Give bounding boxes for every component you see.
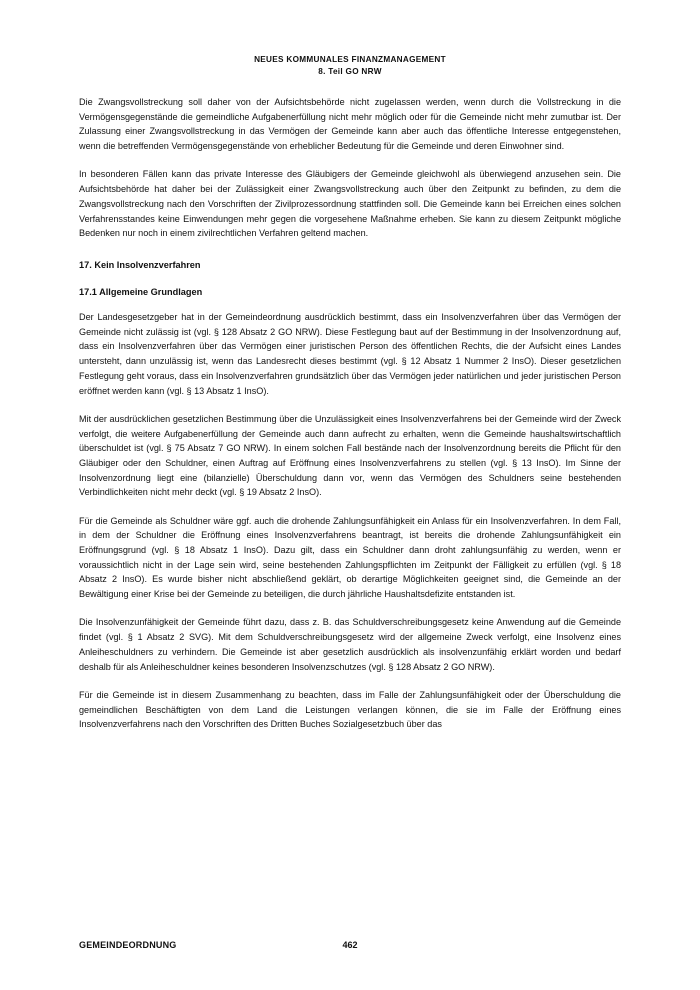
document-body [79,95,621,745]
header-line-2: 8. Teil GO NRW [318,66,382,76]
paragraph: Für die Gemeinde ist in diesem Zusammenhang zu beachten, dass im Falle der Zahlungsunfähigkeit oder der Überschuldung die gemeindlichen Beschäftigten von dem Land die Leistungen verlangen können, die sie im Falle der Eröffnung eines Insolvenzverfahrens nach den Vorschriften des Dritten Buches Sozialgesetzbuch über das [79,689,621,730]
page-header [0,54,700,78]
paragraph: Für die Gemeinde als Schuldner wäre ggf. auch die drohende Zahlungsunfähigkeit ein Anlass für ein Insolvenzverfahren. In dem Fall, in dem der Schuldner die Eröffnung eines Insolvenzverfahrens beantragt, ist bereits die drohende Zahlungsunfähigkeit ein Eröffnungsgrund (vgl. § 18 Absatz 1 InsO). Dazu gilt, dass ein Schuldner dann droht zahlungsunfähig zu werden, wenn er voraussichtlich nicht in der Lage sein wird, seine bestehenden Zahlungspflichten im Zeitpunkt der Fälligkeit zu erfüllen (vgl. § 18 Absatz 2 InsO). Es wurde bisher nicht abschließend geklärt, ob derartige Möglichkeiten geeignet sind, die Gemeinde an der Bewältigung einer Krise bei der Gemeinde zu beteiligen, die durch jährliche Haushaltsdefizite entstanden ist. [79,515,621,600]
page-number: 462 [342,940,358,950]
page-footer [79,940,621,950]
section-heading: 17. Kein Insolvenzverfahren [79,259,201,270]
paragraph: Mit der ausdrücklichen gesetzlichen Bestimmung über die Unzulässigkeit eines Insolvenzverfahrens bei der Gemeinde wird der Zweck verfolgt, die weitere Aufgabenerfüllung der Gemeinde auch dann aufrecht zu erhalten, wenn die Gemeinde haushaltswirtschaftlich überschuldet ist (vgl. § 75 Absatz 7 GO NRW). In einem solchen Fall bestände nach der Insolvenzordnung bereits die Pflicht für den Gläubiger oder den Schuldner, einen Auftrag auf Eröffnung eines Insolvenzverfahrens zu stellen (vgl. § 13 InsO). Im Sinne der Insolvenzordnung liegt eine (bilanzielle) Überschuldung dann vor, wenn das Vermögen des Schuldners seine bestehenden Verbindlichkeiten nicht mehr deckt (vgl. § 19 Absatz 2 InsO). [79,413,621,498]
subsection-heading: 17.1 Allgemeine Grundlagen [79,286,203,297]
paragraph: Der Landesgesetzgeber hat in der Gemeindeordnung ausdrücklich bestimmt, dass ein Insolvenzverfahren über das Vermögen der Gemeinde nicht zulässig ist (vgl. § 128 Absatz 2 GO NRW). Diese Festlegung baut auf der Bestimmung in der Insolvenzordnung auf, dass ein Insolvenzverfahren über das Vermögen einer juristischen Person des öffentlichen Rechts, die der Aufsicht eines Landes untersteht, dann unzulässig ist, wenn das Landesrecht dieses bestimmt (vgl. § 12 Absatz 1 Nummer 2 InsO). Dieser gesetzlichen Festlegung geht voraus, dass ein Insolvenzverfahren grundsätzlich über das Vermögen jeder natürlichen und jeder juristischen Person eröffnet werden kann (vgl. § 13 Absatz 1 InsO). [79,311,621,396]
paragraph: Die Insolvenzunfähigkeit der Gemeinde führt dazu, dass z. B. das Schuldverschreibungsgesetz keine Anwendung auf die Gemeinde findet (vgl. § 1 Absatz 2 SVG). Mit dem Schuldverschreibungsgesetz wird der allgemeine Zweck verfolgt, eine Insolvenz eines Anleiheschuldners zu verhindern. Die Gemeinde ist aber gesetzlich ausdrücklich als insolvenzunfähig erklärt worden und bedarf deshalb für als Anleiheschuldner keines besonderen Insolvenzschutzes (vgl. § 128 Absatz 2 GO NRW). [79,617,621,672]
footer-label: GEMEINDEORDNUNG [79,940,177,950]
paragraph: In besonderen Fällen kann das private Interesse des Gläubigers der Gemeinde gleichwohl als überwiegend anzusehen sein. Die Aufsichtsbehörde hat daher bei der Zulässigkeit einer Zwangsvollstreckung auch über den Zeitpunkt zu befinden, zu dem die Zwangsvollstreckung nach den Vorschriften der Zivilprozessordnung stattfinden soll. Die Gemeinde kann bei Erreichen eines solchen Verfahrensstandes keine Einwendungen mehr gegen die vorgesehene Maßnahme erheben. Sie kann zu diesem Zeitpunkt mögliche Bedenken nur noch in einem zivilrechtlichen Verfahren geltend machen. [79,169,621,239]
header-line-1: NEUES KOMMUNALES FINANZMANAGEMENT [254,55,446,64]
paragraph: Die Zwangsvollstreckung soll daher von der Aufsichtsbehörde nicht zugelassen werden, wenn durch die Vollstreckung in die Vermögensgegenstände die gemeindliche Aufgabenerfüllung nicht mehr möglich oder für die Gemeinde nicht mehr zumutbar ist. Der Zulassung einer Zwangsvollstreckung in das Vermögen der Gemeinde kann aber auch das öffentliche Interesse entgegenstehen, wenn die betreffenden Vermögensgegenstände von erheblicher Bedeutung für die Gemeinde und deren Einwohner sind. [79,97,621,152]
